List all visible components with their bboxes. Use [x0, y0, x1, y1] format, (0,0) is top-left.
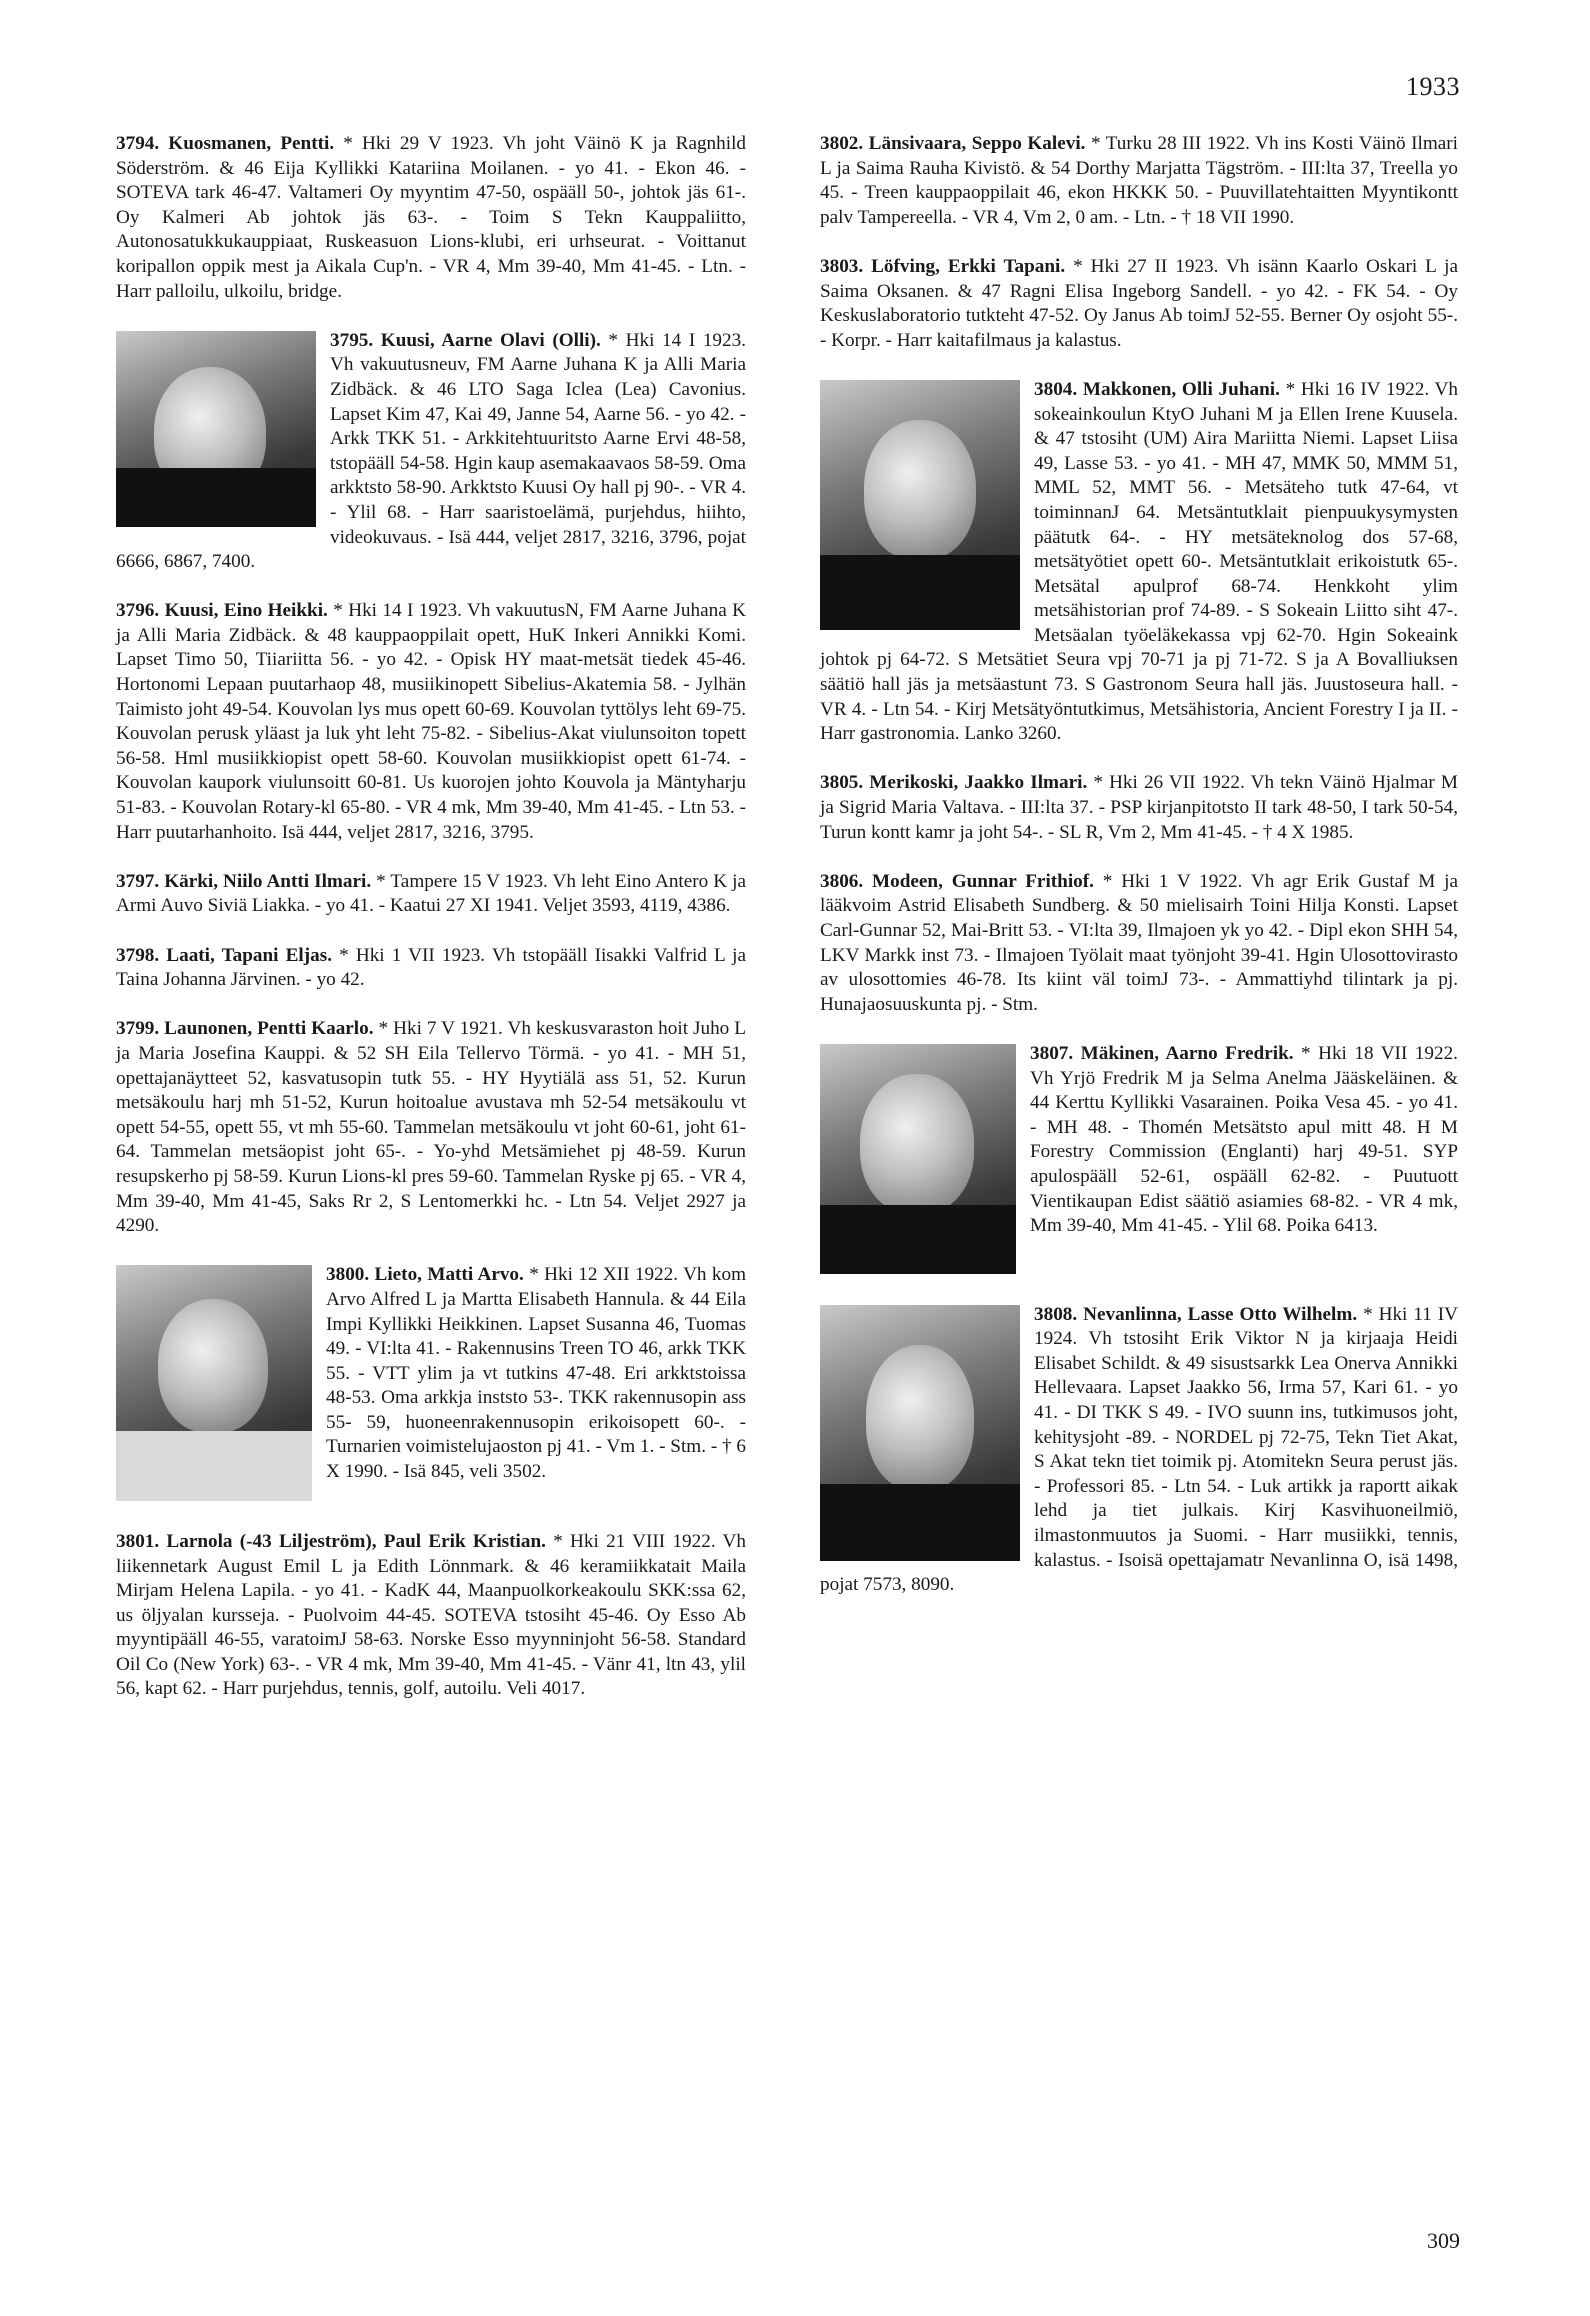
- entry-3808: [820, 1303, 1458, 1598]
- entry-body: * Hki 29 V 1923. Vh joht Väinö K ja Ragnhild Söderström. & 46 Eija Kyllikki Katariina Moilanen. - yo 41. - Ekon 46. - SOTEVA tark 46-47. Valtameri Oy myyntim 47-50, ospääll 50-, johtok jäs 61-. Oy Kalmeri Ab johtok jäs 63-. - Toim S Tekn Kauppaliitto, Autonosatukkukauppiaat, Ruskeasuon Lions-klubi, eri urhseurat. - Voittanut koripallon oppik mest ja Aikala Cup'n. - VR 4, Mm 39-40, Mm 41-45. - Ltn. - Harr palloilu, ulkoilu, bridge.: [116, 133, 746, 302]
- entry-3798: [116, 944, 746, 993]
- portrait-suit: [820, 555, 1020, 630]
- entry-3802: [820, 132, 1458, 230]
- left-column: [116, 132, 746, 1727]
- entry-heading: 3797. Kärki, Niilo Antti Ilmari.: [116, 870, 372, 892]
- entry-heading: 3805. Merikoski, Jaakko Ilmari.: [820, 772, 1088, 794]
- entry-3800: [116, 1263, 746, 1505]
- entry-heading: 3796. Kuusi, Eino Heikki.: [116, 600, 328, 622]
- portrait-suit: [116, 468, 316, 527]
- entry-heading: 3804. Makkonen, Olli Juhani.: [1034, 378, 1280, 400]
- entry-3804: [820, 378, 1458, 747]
- entry-body: * Hki 16 IV 1922. Vh sokeainkoulun KtyO Juhani M ja Ellen Irene Kuusela. & 47 tstosiht (UM) Aira Mariitta Niemi. Lapset Liisa 49, Lasse 53. - yo 41. - MH 47, MMK 50, MMM 51, MML 52, MMT 56. - Metsäteho tutk 47-64, vt toiminnanJ 64. Metsäntutklait pienpuukysymysten päätutk 64-. - HY metsäteknolog dos 57-68, metsätyötiet opett 60-. Metsäntutklait erikoistutk 65-. Metsätal apulprof 68-74. Henkkoht ylim metsähistorian prof 74-89. - S Sokeain Liitto siht 47-. Metsäalan työeläkekassa vpj 62-70. Hgin Sokeaink johtok pj 64-72. S Metsätiet Seura vpj 70-71 ja pj 71-72. S ja A Bovalliuksen säätiö hall jäs ja metsäastunt 73. S Gastronom Seura hall jäs. Juustoseura hall. - VR 4. - Ltn 54. - Kirj Metsätyöntutkimus, Metsähistoria, Ancient Forestry I ja II. - Harr gastronomia. Lanko 3260.: [820, 378, 1458, 745]
- entry-heading: 3799. Launonen, Pentti Kaarlo.: [116, 1018, 374, 1040]
- entry-heading: 3807. Mäkinen, Aarno Fredrik.: [1030, 1042, 1294, 1064]
- entry-heading: 3806. Modeen, Gunnar Frithiof.: [820, 870, 1094, 892]
- entry-body: * Hki 14 I 1923. Vh vakuutusneuv, FM Aarne Juhana K ja Alli Maria Zidbäck. & 46 LTO Saga Iclea (Lea) Cavonius. Lapset Kim 47, Kai 49, Janne 54, Aarne 56. - yo 42. - Arkk TKK 51. - Arkkitehtuuritsto Aarne Ervi 48-58, tstopääll 54-58. Hgin kaup asemakaavaos 58-59. Oma arkktsto 58-90. Arkktsto Kuusi Oy hall pj 90-. - VR 4. - Ylil 68. - Harr saaristoelämä, purjehdus, hiihto, videokuvaus. - Isä 444, veljet 2817, 3216, 3796, pojat 6666, 6867, 7400.: [116, 329, 746, 573]
- entry-heading: 3801. Larnola (-43 Liljeström), Paul Erik Kristian.: [116, 1530, 546, 1552]
- entry-body: * Hki 14 I 1923. Vh vakuutusN, FM Aarne Juhana K ja Alli Maria Zidbäck. & 48 kauppaoppilait opett, HuK Inkeri Annikki Komi. Lapset Timo 50, Tiiariitta 56. - yo 42. - Opisk HY maat-metsät tiedek 45-46. Hortonomi Lepaan puutarhaop 48, musiikinopett Sibelius-Akatemia 58. - Jylhän Taimisto joht 49-54. Kouvolan lys mus opett 60-69. Kouvolan tyttölys leht 69-75. Kouvolan perusk yläast ja luk yht leht 75-82. - Sibelius-Akat viulunsoiton topett 56-58. Hml musiikkiopist opett 58-60. Kouvolan musiikkiopist opett 61-74. - Kouvolan kaupork viulunsoitt 60-81. Us kuorojen johto Kouvola ja Mäntyharju 51-83. - Kouvolan Rotary-kl 65-80. - VR 4 mk, Mm 39-40, Mm 41-45. - Ltn 53. - Harr puutarhanhoito. Isä 444, veljet 2817, 3216, 3795.: [116, 600, 746, 843]
- entry-heading: 3803. Löfving, Erkki Tapani.: [820, 255, 1066, 277]
- entry-body: * Hki 7 V 1921. Vh keskusvaraston hoit Juho L ja Maria Josefina Kauppi. & 52 SH Eila Tellervo Törmä. - yo 41. - MH 51, opettajanäytteet 52, kasvatusopin tutk 55. - HY Hyytiälä ass 51, 52. Kurun metsäkoulu harj mh 51-52, Kurun hoitoalue avustava mh 52-54 metsäkoulu vt opett 54-55, opett 55, vt mh 55-60. Tammelan metsäkoulu vt joht 60-61, joht 61-64. Tammelan metsäopist joht 65-. - Yo-yhd Metsämiehet pj 48-59. Kurun resupskerho pj 58-59. Kurun Lions-kl pres 59-60. Tammelan Ryske pj 65. - VR 4, Mm 39-40, Mm 41-45, Saks Rr 2, S Lentomerkki hc. - Ltn 54. Veljet 2927 ja 4290.: [116, 1018, 746, 1237]
- entry-body: * Hki 11 IV 1924. Vh tstosiht Erik Viktor N ja kirjaaja Heidi Elisabet Schildt. & 49 sisustsarkk Lea Onerva Annikki Hellevaara. Lapset Jaakko 56, Irma 57, Kari 61. - yo 41. - DI TKK S 49. - IVO suunn ins, tutkimusos joht, kehitysjoht -89. - NORDEL pj 72-75, Tekn Tiet Akat, S Akat tekn tiet toimik pj. Atomitekn Seura perust jäs. - Professori 85. - Ltn 54. - Luk artikk ja raportt aikak lehd ja tiet julkais. Kirj Kasvihuoneilmiö, ilmastonmuutos ja Suomi. - Harr musiikki, tennis, kalastus. - Isoisä opettajamatr Nevanlinna O, isä 1498, pojat 7573, 8090.: [820, 1303, 1458, 1596]
- portrait-suit: [116, 1431, 312, 1502]
- entry-heading: 3800. Lieto, Matti Arvo.: [326, 1264, 524, 1286]
- portrait-suit: [820, 1484, 1020, 1561]
- entry-3803: [820, 255, 1458, 353]
- entry-body: * Hki 12 XII 1922. Vh kom Arvo Alfred L ja Martta Elisabeth Hannula. & 44 Eila Impi Kyllikki Heikkinen. Lapset Susanna 46, Tuomas 49. - VI:lta 41. - Rakennusins Treen TO 46, arkk TKK 55. - VTT ylim ja vt tutkins 47-48. Eri arkktstoissa 48-53. Oma arkkja inststo 53-. TKK rakennusopin ass 55- 59, huoneenrakennusopin erikoisopett 60-. - Turnarien voimistelujaoston pj 41. - Vm 1. - Stm. - † 6 X 1990. - Isä 845, veli 3502.: [326, 1264, 746, 1483]
- entry-body: * Turku 28 III 1922. Vh ins Kosti Väinö Ilmari L ja Saima Rauha Kivistö. & 54 Dorthy Marjatta Tägström. - III:lta 37, Treella yo 45. - Treen kauppaoppilait 46, ekon HKKK 50. - Puuvillatehtaitten Myyntikontt palv Tampereella. - VR 4, Vm 2, 0 am. - Ltn. - † 18 VII 1990.: [820, 133, 1458, 228]
- entry-3801: [116, 1530, 746, 1702]
- entry-body: * Hki 27 II 1923. Vh isänn Kaarlo Oskari L ja Saima Oksanen. & 47 Ragni Elisa Ingeborg Sandell. - yo 42. - FK 54. - Oy Keskuslaboratorio tutkteht 47-52. Oy Janus Ab toimJ 52-55. Berner Oy osjoht 55-. - Korpr. - Harr kaitafilmaus ja kalastus.: [820, 255, 1458, 351]
- entry-heading: 3798. Laati, Tapani Eljas.: [116, 944, 332, 966]
- entry-3805: [820, 771, 1458, 845]
- portrait-3795: [116, 331, 316, 527]
- portrait-3807: [820, 1044, 1016, 1274]
- page-number: 309: [1427, 2228, 1460, 2253]
- entry-body: * Hki 21 VIII 1922. Vh liikennetark August Emil L ja Edith Lönnmark. & 46 keramiikkatait Maila Mirjam Helena Lapila. - yo 41. - KadK 44, Maanpuolkorkeakoulu SKK:ssa 62, us öljyalan kursseja. - Puolvoim 44-45. SOTEVA tstosiht 45-46. Oy Esso Ab myyntipääll 46-55, varatoimJ 58-63. Norske Esso myynninjoht 56-58. Standard Oil Co (New York) 63-. - VR 4 mk, Mm 39-40, Mm 41-45. - Vänr 41, ltn 43, ylil 56, kapt 62. - Harr purjehdus, tennis, golf, autoilu. Veli 4017.: [116, 1530, 746, 1700]
- entry-3795: [116, 329, 746, 575]
- portrait-face: [866, 1345, 974, 1491]
- entry-heading: 3808. Nevanlinna, Lasse Otto Wilhelm.: [1034, 1303, 1358, 1325]
- portrait-face: [158, 1299, 268, 1433]
- portrait-face: [864, 420, 976, 560]
- entry-body: * Tampere 15 V 1923. Vh leht Eino Antero K ja Armi Auvo Siviä Liakka. - yo 41. - Kaatui 27 XI 1941. Veljet 3593, 4119, 4386.: [116, 870, 747, 917]
- entry-3806: [820, 870, 1458, 1018]
- page-year: 1933: [1406, 72, 1460, 101]
- entry-heading: 3795. Kuusi, Aarne Olavi (Olli).: [330, 329, 601, 351]
- entry-3796: [116, 599, 746, 845]
- entry-body: * Hki 1 VII 1923. Vh tstopääll Iisakki Valfrid L ja Taina Johanna Järvinen. - yo 42.: [116, 944, 746, 991]
- portrait-face: [860, 1074, 974, 1214]
- right-column: [820, 132, 1458, 1622]
- entry-heading: 3802. Länsivaara, Seppo Kalevi.: [820, 133, 1086, 154]
- portrait-3800: [116, 1265, 312, 1501]
- entry-heading: 3794. Kuosmanen, Pentti.: [116, 133, 335, 154]
- portrait-suit: [820, 1205, 1016, 1274]
- entry-3807: [820, 1042, 1458, 1278]
- portrait-3804: [820, 380, 1020, 630]
- portrait-3808: [820, 1305, 1020, 1561]
- entry-body: * Hki 1 V 1922. Vh agr Erik Gustaf M ja lääkvoim Astrid Elisabeth Sundberg. & 50 mielisairh Toini Hilja Konsti. Lapset Carl-Gunnar 52, Mai-Britt 53. - VI:lta 39, Ilmajoen yk yo 42. - Dipl ekon SHH 54, LKV Markk inst 73. - Ilmajoen Työlait maat työnjoht 39-41. Hgin Ulosottovirasto av ulosottomies 46-78. Its kiint väl toimJ 73-. - Ammattiyhd tilintark ja pj. Hunajaosuuskunta pj. - Stm.: [820, 870, 1458, 1015]
- entry-body: * Hki 18 VII 1922. Vh Yrjö Fredrik M ja Selma Anelma Jääskeläinen. & 44 Kerttu Kyllikki Vasarainen. Poika Vesa 45. - yo 41. - MH 48. - Thomén Metsätsto apul mitt 48. H M Forestry Commission (Englanti) harj 49-51. SYP apulospääll 52-61, ospääll 62-82. - Puutuott Vientikaupan Edist säätiö asiamies 68-82. - VR 4 mk, Mm 39-40, Mm 41-45. - Ylil 68. Poika 6413.: [1030, 1042, 1458, 1237]
- entry-3799: [116, 1017, 746, 1238]
- entry-3797: [116, 870, 746, 919]
- entry-3794: [116, 132, 746, 304]
- entry-body: * Hki 26 VII 1922. Vh tekn Väinö Hjalmar M ja Sigrid Maria Valtava. - III:lta 37. - PSP kirjanpitotsto II tark 48-50, I tark 50-54, Turun kontt kamr ja joht 54-. - SL R, Vm 2, Mm 41-45. - † 4 X 1985.: [820, 772, 1458, 843]
